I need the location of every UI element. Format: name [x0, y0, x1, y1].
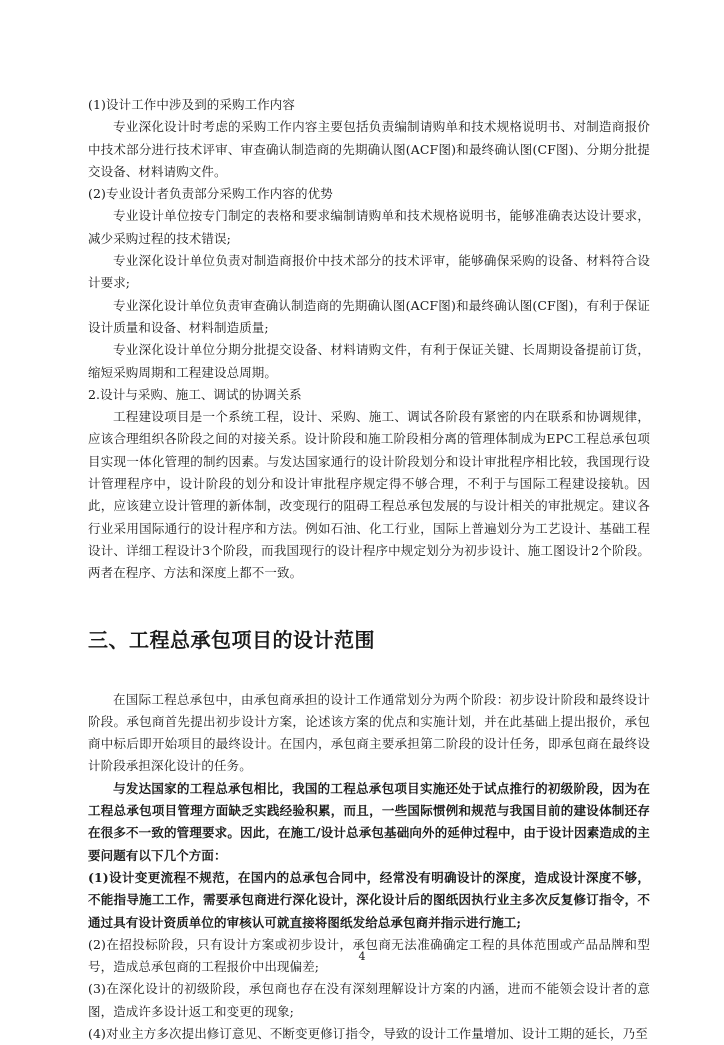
document-page — [88, 94, 650, 1045]
list-item: (3)在深化设计的初级阶段，承包商也存在没有深刻理解设计方案的内涵，进而不能领会设计者的意图，造成许多设计返工和变更的现象; — [88, 981, 650, 1019]
list-item: (2)在招投标阶段，只有设计方案或初步设计，承包商无法准确确定工程的具体范围或产品品牌和型号，造成总承包商的工程报价中出现偏差; — [88, 936, 650, 975]
subheading-procurement-content: (1)设计工作中涉及到的采购工作内容 — [88, 97, 296, 112]
list-item-bold: (1)设计变更流程不规范，在国内的总承包合同中，经常没有明确设计的深度，造成设计深度不够，不能指导施工工作，需要承包商进行深化设计，深化设计后的图纸因执行业主多次反复修订指令，不通过具有设计资质单位的审核认可就直接将图纸发给总承包商并指示进行施工; — [88, 869, 650, 930]
paragraph: 专业深化设计单位负责对制造商报价中技术部分的技术评审，能够确保采购的设备、材料符合设计要求; — [88, 253, 650, 291]
section-title: 三、工程总承包项目的设计范围 — [88, 627, 375, 652]
paragraph-bold: 与发达国家的工程总承包相比，我国的工程总承包项目实施还处于试点推行的初级阶段，因为在工程总承包项目管理方面缺乏实践经验积累，而且，一些国际惯例和规范与我国目前的建设体制还存在很多不一致的管理要求。因此，在施工/设计总承包基础向外的延伸过程中，由于设计因素造成的主要问题有以下几个方面： — [88, 780, 650, 863]
subheading-coordination: 2.设计与采购、施工、调试的协调关系 — [88, 386, 302, 402]
list-item: (4)对业主方多次提出修订意见、不断变更修订指令，导致的设计工作量增加、设计工期的延长，乃至 — [88, 1025, 648, 1041]
paragraph: 专业深化设计时考虑的采购工作内容主要包括负责编制请购单和技术规格说明书、对制造商报价中技术部分进行技术评审、审查确认制造商的先期确认图(ACF图)和最终确认图(CF图)、分期分批提交设备、材料请购文件。 — [88, 119, 650, 179]
subheading-designer-advantages: (2)专业设计者负责部分采购工作内容的优势 — [88, 186, 333, 202]
paragraph: 专业设计单位按专门制定的表格和要求编制请购单和技术规格说明书，能够准确表达设计要求，减少采购过程的技术错误; — [88, 208, 650, 246]
paragraph: 工程建设项目是一个系统工程，设计、采购、施工、调试各阶段有紧密的内在联系和协调规律，应该合理组织各阶段之间的对接关系。设计阶段和施工阶段相分离的管理体制成为EPC工程总承包项目实现一体化管理的制约因素。与发达国家通行的设计阶段划分和设计审批程序相比较，我国现行设计管理程序中，设计阶段的划分和设计审批程序规定得不够合理，不利于与国际工程建设接轨。因此，应该建立设计管理的新体制，改变现行的阻碍工程总承包发展的与设计相关的审批规定。建议各行业采用国际通行的设计程序和方法。例如石油、化工行业，国际上普遍划分为工艺设计、基础工程设计、详细工程设计3个阶段，而我国现行的设计程序中规定划分为初步设计、施工图设计2个阶段。两者在程序、方法和深度上都不一致。 — [88, 409, 650, 581]
paragraph: 专业深化设计单位分期分批提交设备、材料请购文件，有利于保证关键、长周期设备提前订货，缩短采购周期和工程建设总周期。 — [88, 342, 650, 380]
page-number: 4 — [358, 950, 366, 963]
paragraph: 在国际工程总承包中，由承包商承担的设计工作通常划分为两个阶段：初步设计阶段和最终设计阶段。承包商首先提出初步设计方案，论述该方案的优点和实施计划，并在此基础上提出报价，承包商中标后即开始项目的最终设计。在国内，承包商主要承担第二阶段的设计任务，即承包商在最终设计阶段承担深化设计的任务。 — [88, 691, 650, 774]
paragraph: 专业深化设计单位负责审查确认制造商的先期确认图(ACF图)和最终确认图(CF图)，有利于保证设计质量和设备、材料制造质量; — [88, 297, 650, 335]
